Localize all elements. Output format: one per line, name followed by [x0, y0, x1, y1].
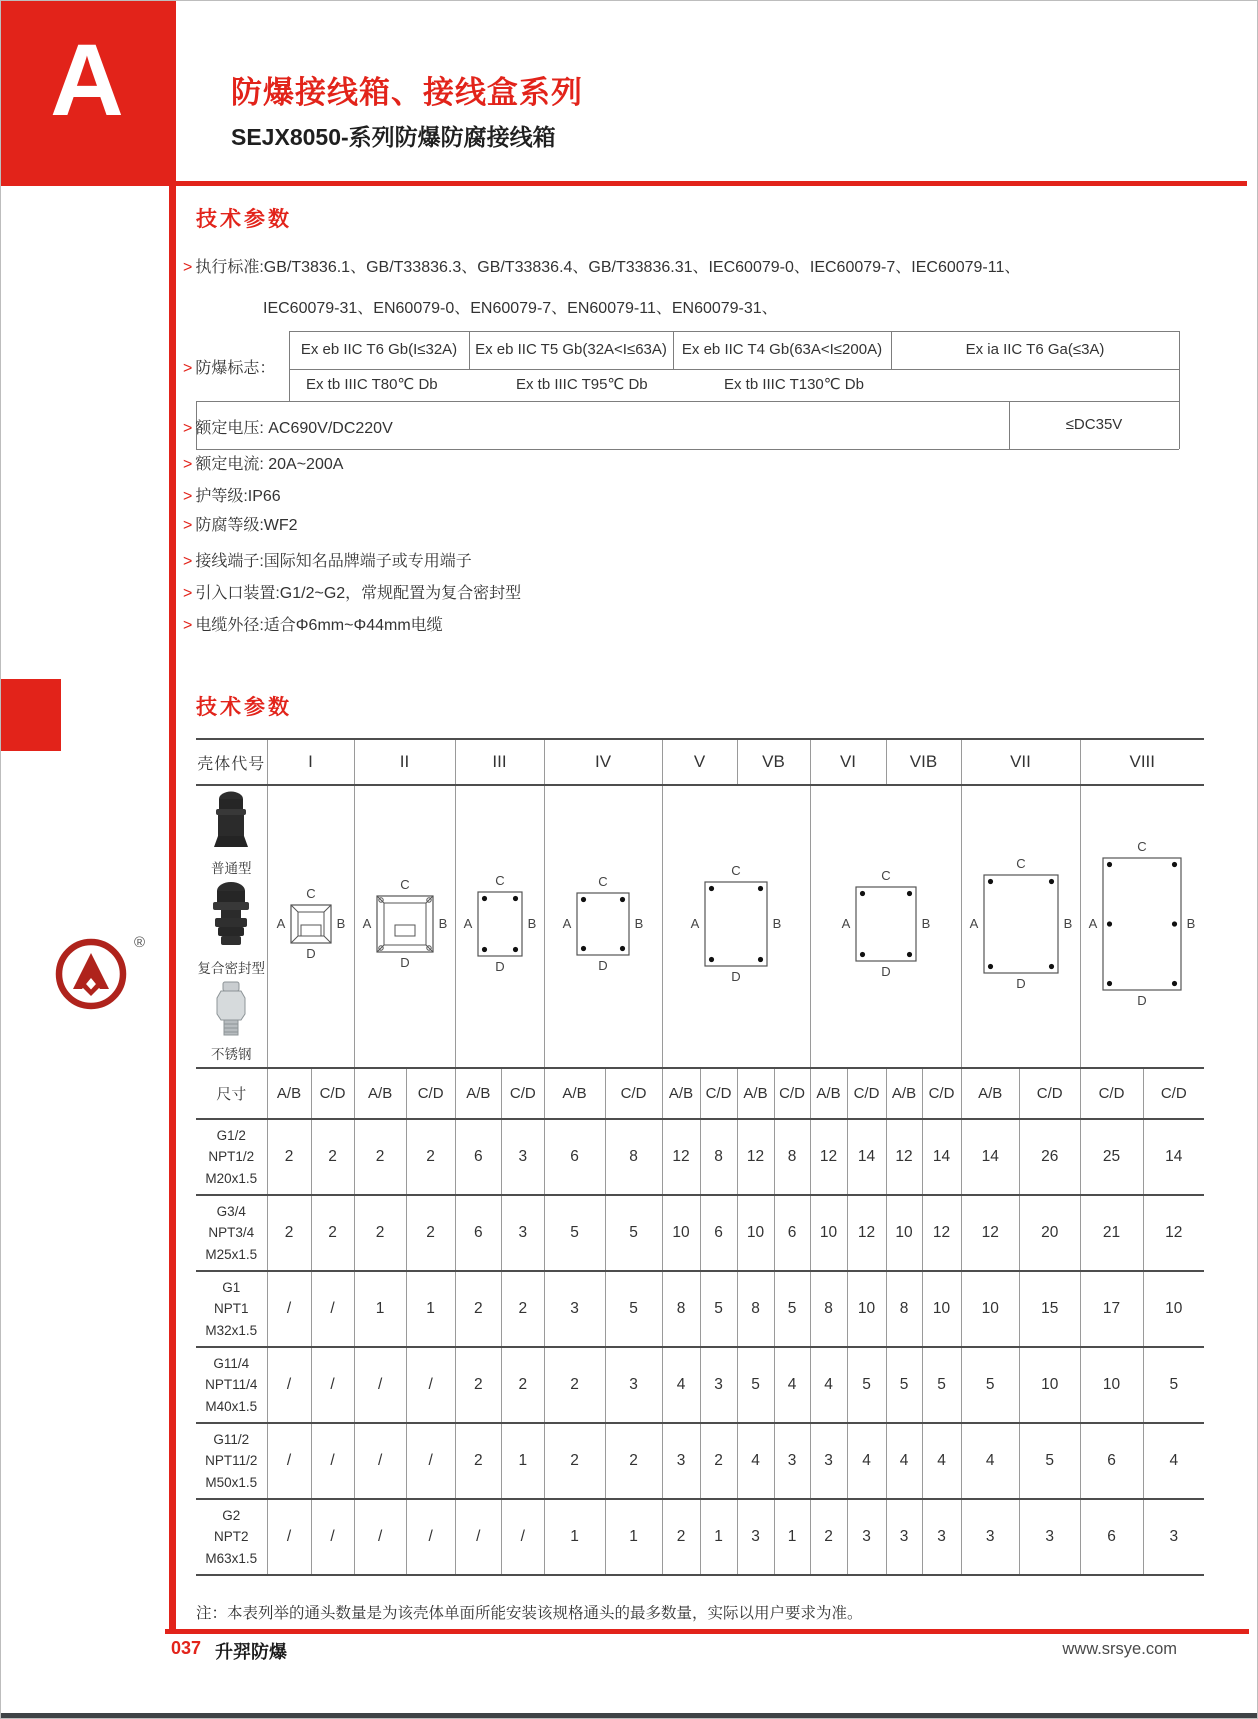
standards-label: 执行标准: [195, 259, 264, 276]
spec-item-text: 引入口装置:G1/2~G2，常规配置为复合密封型 [195, 585, 522, 602]
qty-cell: 4 [737, 1423, 774, 1499]
product-type-label: 普通型 [211, 861, 252, 876]
qty-cell: 4 [922, 1423, 961, 1499]
qty-cell: 21 [1080, 1195, 1143, 1271]
svg-text:D: D [399, 955, 410, 970]
qty-cell: 10 [961, 1271, 1019, 1347]
dim-header-cell: A/B [961, 1068, 1019, 1119]
page-bottom-strip [1, 1713, 1258, 1719]
shell-header-III: III [455, 739, 544, 785]
qty-cell: 4 [1143, 1423, 1204, 1499]
qty-cell: 5 [922, 1347, 961, 1423]
qty-cell: 4 [847, 1423, 886, 1499]
qty-cell: / [311, 1271, 354, 1347]
qty-cell: 2 [455, 1347, 502, 1423]
dim-header-cell: A/B [544, 1068, 605, 1119]
thread-spec-line: M25x1.5 [205, 1246, 258, 1262]
shell-header-I: I [267, 739, 354, 785]
cable-gland-steel-icon [211, 980, 251, 1038]
spec-item [183, 580, 521, 603]
box-top-view-VIII [1081, 838, 1203, 1010]
cable-gland-composite-icon [208, 880, 254, 952]
spec-item [183, 451, 343, 474]
qty-cell: / [311, 1423, 354, 1499]
spec-item [183, 548, 472, 571]
product-type-label: 不锈钢 [211, 1047, 252, 1062]
shell-header-VI: VI [810, 739, 886, 785]
qty-cell: 1 [544, 1499, 605, 1575]
spec-item-text: 额定电流: 20A~200A [195, 456, 344, 473]
qty-cell: 8 [605, 1119, 662, 1195]
qty-cell: 12 [737, 1119, 774, 1195]
box-top-view-IV [555, 873, 651, 975]
qty-cell: 14 [922, 1119, 961, 1195]
diagram-cell-VIII [1080, 785, 1204, 1068]
shell-header-V: V [662, 739, 737, 785]
qty-cell: 5 [774, 1271, 810, 1347]
spec-item-text: 护等级:IP66 [195, 488, 281, 505]
qty-cell: 2 [502, 1271, 544, 1347]
qty-cell: 6 [774, 1195, 810, 1271]
standards-line [183, 254, 1020, 277]
qty-cell: 26 [1019, 1119, 1080, 1195]
dim-header-cell: C/D [1019, 1068, 1080, 1119]
qty-cell: 8 [810, 1271, 847, 1347]
standards-text-1: GB/T3836.1、GB/T33836.3、GB/T33836.4、GB/T33836.31、IEC60079-0、IEC60079-7、IEC60079-11、 [263, 259, 1021, 276]
qty-cell: 1 [605, 1499, 662, 1575]
vertical-red-rule [169, 1, 176, 1634]
qty-cell: 2 [700, 1423, 737, 1499]
qty-cell: 3 [1143, 1499, 1204, 1575]
thread-spec-line: G11/4 [213, 1355, 250, 1371]
qty-cell: 3 [1019, 1499, 1080, 1575]
svg-text:A: A [562, 916, 572, 931]
shell-header-VB: VB [737, 739, 810, 785]
qty-cell: 5 [737, 1347, 774, 1423]
qty-cell: 3 [502, 1119, 544, 1195]
qty-cell: 1 [774, 1499, 810, 1575]
qty-cell: 3 [737, 1499, 774, 1575]
qty-cell: 17 [1080, 1271, 1143, 1347]
diagram-cell-I [267, 785, 354, 1068]
qty-cell: 10 [1143, 1271, 1204, 1347]
qty-cell: 14 [847, 1119, 886, 1195]
footer-website: www.srsye.com [1062, 1640, 1177, 1658]
qty-cell: / [267, 1347, 311, 1423]
box-top-view-VI/VIB [834, 867, 938, 981]
qty-cell: 10 [1019, 1347, 1080, 1423]
dim-header-cell: A/B [662, 1068, 700, 1119]
dim-header-cell: C/D [1080, 1068, 1143, 1119]
qty-cell: / [406, 1423, 455, 1499]
bullet-icon: > [183, 617, 193, 634]
box-top-view-III [456, 872, 544, 976]
qty-cell: / [354, 1499, 406, 1575]
qty-cell: 12 [662, 1119, 700, 1195]
dim-header-cell: C/D [774, 1068, 810, 1119]
svg-text:D: D [305, 946, 316, 961]
dim-header-cell: C/D [847, 1068, 886, 1119]
diagram-cell-VI/VIB [810, 785, 961, 1068]
svg-text:B: B [1186, 916, 1196, 931]
thread-spec-line: M20x1.5 [205, 1170, 258, 1186]
qty-cell: 3 [700, 1347, 737, 1423]
product-figure [198, 880, 266, 977]
cable-gland-black-icon [209, 790, 253, 852]
thread-spec-cell [196, 1499, 267, 1575]
thread-spec-line: NPT2 [213, 1529, 249, 1545]
qty-cell: / [267, 1271, 311, 1347]
shell-table [196, 738, 1204, 1576]
svg-text:C: C [399, 877, 410, 892]
qty-cell: 2 [406, 1195, 455, 1271]
qty-cell: / [406, 1347, 455, 1423]
spec-item-text: 电缆外径:适合Φ6mm~Φ44mm电缆 [195, 617, 443, 634]
dim-header-cell: A/B [267, 1068, 311, 1119]
qty-cell: / [311, 1347, 354, 1423]
svg-text:A: A [841, 916, 850, 931]
footer-page-number: 037 [171, 1638, 202, 1658]
qty-cell: 4 [810, 1347, 847, 1423]
diagram-cell-VII [961, 785, 1080, 1068]
diagram-cell-IV [544, 785, 662, 1068]
voltage-text: 额定电压: AC690V/DC220V [195, 420, 393, 437]
svg-text:A: A [690, 916, 700, 931]
qty-cell: 8 [774, 1119, 810, 1195]
ex-mark-cell: Ex tb IIIC T80℃ Db [306, 376, 438, 393]
shell-header-VIB: VIB [886, 739, 961, 785]
ex-mark-cell: Ex tb IIIC T130℃ Db [724, 376, 864, 393]
qty-cell: 8 [662, 1271, 700, 1347]
qty-cell: 10 [662, 1195, 700, 1271]
section-heading-shell-table: 技术参数 [196, 696, 292, 719]
thread-spec-line: NPT11/4 [205, 1377, 258, 1393]
bullet-icon: > [183, 488, 193, 505]
qty-cell: 2 [311, 1195, 354, 1271]
qty-cell: 5 [544, 1195, 605, 1271]
qty-cell: 6 [1080, 1423, 1143, 1499]
thread-spec-cell [196, 1119, 267, 1195]
shell-header-IV: IV [544, 739, 662, 785]
svg-text:C: C [1137, 839, 1147, 854]
spec-item [183, 612, 443, 635]
logo-v-icon [79, 984, 103, 996]
qty-cell: 5 [700, 1271, 737, 1347]
svg-text:D: D [731, 969, 741, 984]
qty-cell: / [502, 1499, 544, 1575]
box-top-view-VII [962, 855, 1080, 993]
qty-cell: 3 [544, 1271, 605, 1347]
qty-cell: 3 [774, 1423, 810, 1499]
thread-spec-cell [196, 1423, 267, 1499]
ex-table-line [196, 449, 1179, 450]
logo-mountain-icon [73, 953, 109, 989]
qty-cell: 1 [700, 1499, 737, 1575]
dim-header-cell: C/D [502, 1068, 544, 1119]
spec-item [183, 512, 298, 535]
qty-cell: 2 [662, 1499, 700, 1575]
qty-cell: 4 [662, 1347, 700, 1423]
qty-cell: 10 [1080, 1347, 1143, 1423]
svg-text:D: D [1015, 976, 1026, 991]
qty-cell: 8 [886, 1271, 922, 1347]
diagram-cell-II [354, 785, 455, 1068]
qty-cell: 2 [455, 1271, 502, 1347]
qty-cell: 14 [961, 1119, 1019, 1195]
voltage-line [183, 415, 393, 438]
spec-item-text: 接线端子:国际知名品牌端子或专用端子 [195, 553, 472, 570]
qty-cell: / [354, 1347, 406, 1423]
svg-text:A: A [969, 916, 978, 931]
bullet-icon: > [183, 585, 193, 602]
ex-mark-cell: Ex eb IIC T6 Gb(I≤32A) [300, 341, 458, 358]
table-row [196, 1423, 1204, 1499]
qty-cell: 2 [502, 1347, 544, 1423]
footer-red-rule [165, 1629, 1249, 1634]
thread-spec-line: M63x1.5 [205, 1550, 258, 1566]
qty-cell: 25 [1080, 1119, 1143, 1195]
margin-red-square [1, 679, 61, 751]
ex-table-line [1179, 331, 1180, 449]
svg-text:B: B [1063, 916, 1072, 931]
table-row [196, 1499, 1204, 1575]
qty-cell: 6 [455, 1195, 502, 1271]
qty-cell: 2 [267, 1119, 311, 1195]
diagram-cell-III [455, 785, 544, 1068]
table-row [196, 1271, 1204, 1347]
product-types-cell [196, 785, 267, 1068]
qty-cell: 12 [886, 1119, 922, 1195]
svg-text:B: B [634, 916, 644, 931]
qty-cell: 20 [1019, 1195, 1080, 1271]
qty-cell: / [267, 1423, 311, 1499]
bullet-icon: > [183, 553, 193, 570]
dim-header-cell: C/D [406, 1068, 455, 1119]
table-row [196, 1347, 1204, 1423]
qty-cell: 3 [810, 1423, 847, 1499]
thread-spec-line: G11/2 [213, 1431, 250, 1447]
thread-spec-line: G2 [222, 1507, 241, 1523]
qty-cell: 1 [406, 1271, 455, 1347]
thread-spec-line: NPT1/2 [208, 1149, 255, 1165]
qty-cell: 5 [886, 1347, 922, 1423]
qty-cell: 2 [544, 1423, 605, 1499]
ex-mark-cell: Ex ia IIC T6 Ga(≤3A) [965, 341, 1105, 358]
thread-spec-line: M40x1.5 [205, 1398, 258, 1414]
qty-cell: 6 [455, 1119, 502, 1195]
qty-cell: 4 [774, 1347, 810, 1423]
brand-logo [46, 929, 154, 1024]
svg-text:A: A [463, 916, 472, 931]
product-figure [211, 980, 252, 1063]
dim-header-cell: C/D [922, 1068, 961, 1119]
qty-cell: 1 [502, 1423, 544, 1499]
svg-text:B: B [772, 916, 782, 931]
qty-cell: 1 [354, 1271, 406, 1347]
table-row [196, 1195, 1204, 1271]
box-top-view-II [355, 876, 455, 972]
qty-cell: / [311, 1499, 354, 1575]
qty-cell: 2 [354, 1119, 406, 1195]
header-red-rule [1, 181, 1247, 186]
qty-cell: 8 [700, 1119, 737, 1195]
qty-cell: 3 [605, 1347, 662, 1423]
svg-text:C: C [494, 873, 505, 888]
qty-cell: 10 [737, 1195, 774, 1271]
dim-header-cell: C/D [700, 1068, 737, 1119]
product-figure [209, 790, 253, 877]
svg-text:A: A [1088, 916, 1098, 931]
dim-header-cell: A/B [886, 1068, 922, 1119]
shell-header-II: II [354, 739, 455, 785]
svg-text:C: C [305, 886, 316, 901]
qty-cell: 2 [810, 1499, 847, 1575]
qty-cell: 5 [1019, 1423, 1080, 1499]
qty-cell: 10 [886, 1195, 922, 1271]
qty-cell: 12 [1143, 1195, 1204, 1271]
qty-cell: 5 [961, 1347, 1019, 1423]
box-top-view-I [269, 885, 353, 963]
bullet-icon: > [183, 420, 193, 437]
footer-brand: 升羿防爆 [215, 1642, 287, 1662]
qty-cell: 5 [605, 1271, 662, 1347]
ex-mark-cell: Ex eb IIC T4 Gb(63A<I≤200A) [681, 341, 883, 358]
thread-spec-line: M32x1.5 [205, 1322, 258, 1338]
thread-spec-line: G1/2 [216, 1127, 246, 1143]
bullet-icon: > [183, 360, 193, 377]
qty-cell: 4 [886, 1423, 922, 1499]
qty-cell: 10 [847, 1271, 886, 1347]
thread-spec-line: G3/4 [216, 1203, 246, 1219]
ex-mark-label: 防爆标志： [195, 360, 276, 377]
qty-cell: 6 [1080, 1499, 1143, 1575]
shell-header-VII: VII [961, 739, 1080, 785]
standards-line-2: IEC60079-31、EN60079-0、EN60079-7、EN60079-11、EN60079-31、 [263, 300, 778, 317]
qty-cell: 2 [605, 1423, 662, 1499]
qty-cell: 3 [961, 1499, 1019, 1575]
svg-text:B: B [527, 916, 536, 931]
diagram-cell-V/VB [662, 785, 810, 1068]
qty-cell: 10 [922, 1271, 961, 1347]
table-note: 注：本表列举的通头数量是为该壳体单面所能安装该规格通头的最多数量，实际以用户要求为准。 [196, 1605, 863, 1622]
registered-mark: ® [134, 934, 146, 951]
svg-text:D: D [494, 959, 505, 974]
qty-cell: 2 [311, 1119, 354, 1195]
dim-header-cell: A/B [737, 1068, 774, 1119]
spec-item-text: 防腐等级:WF2 [195, 517, 298, 534]
thread-spec-cell [196, 1195, 267, 1271]
svg-text:D: D [880, 964, 891, 979]
qty-cell: 4 [961, 1423, 1019, 1499]
thread-spec-cell [196, 1271, 267, 1347]
qty-cell: 5 [1143, 1347, 1204, 1423]
qty-cell: / [406, 1499, 455, 1575]
svg-text:D: D [1137, 993, 1147, 1008]
svg-text:C: C [731, 863, 741, 878]
qty-cell: 10 [810, 1195, 847, 1271]
shell-header-VIII: VIII [1080, 739, 1204, 785]
section-letter: A [50, 23, 124, 137]
dim-header-cell: A/B [455, 1068, 502, 1119]
qty-cell: 12 [810, 1119, 847, 1195]
svg-text:A: A [362, 916, 371, 931]
dim-header-cell: A/B [354, 1068, 406, 1119]
dim-header-cell: C/D [1143, 1068, 1204, 1119]
page-subtitle: SEJX8050-系列防爆防腐接线箱 [231, 124, 556, 150]
svg-text:D: D [598, 958, 608, 973]
qty-cell: 15 [1019, 1271, 1080, 1347]
bullet-icon: > [183, 259, 193, 276]
ex-mark-cell: Ex eb IIC T5 Gb(32A<I≤63A) [475, 341, 667, 358]
section-heading-tech-params: 技术参数 [196, 208, 292, 231]
qty-cell: 2 [544, 1347, 605, 1423]
thread-spec-line: G1 [222, 1279, 241, 1295]
table-row [196, 1119, 1204, 1195]
svg-text:A: A [276, 916, 285, 931]
dim-header-cell: C/D [605, 1068, 662, 1119]
qty-cell: 5 [605, 1195, 662, 1271]
qty-cell: 14 [1143, 1119, 1204, 1195]
qty-cell: / [354, 1423, 406, 1499]
thread-spec-line: M50x1.5 [205, 1474, 258, 1490]
thread-spec-line: NPT3/4 [208, 1225, 255, 1241]
qty-cell: 6 [700, 1195, 737, 1271]
svg-text:B: B [438, 916, 447, 931]
page-title: 防爆接线箱、接线盒系列 [231, 75, 583, 110]
qty-cell: 6 [544, 1119, 605, 1195]
shell-spec-table [196, 738, 1204, 1576]
ex-mark-label-line [183, 355, 275, 378]
thread-spec-cell [196, 1347, 267, 1423]
qty-cell: 5 [847, 1347, 886, 1423]
qty-cell: 3 [922, 1499, 961, 1575]
qty-cell: / [455, 1499, 502, 1575]
voltage-aux-cell: ≤DC35V [1065, 416, 1123, 433]
qty-cell: 12 [922, 1195, 961, 1271]
shell-code-header: 壳体代号 [196, 739, 267, 785]
svg-text:B: B [921, 916, 930, 931]
qty-cell: 2 [354, 1195, 406, 1271]
svg-text:C: C [1015, 856, 1026, 871]
spec-item [183, 483, 281, 506]
qty-cell: 2 [267, 1195, 311, 1271]
bullet-icon: > [183, 517, 193, 534]
dim-label-cell: 尺寸 [196, 1068, 267, 1119]
qty-cell: 12 [847, 1195, 886, 1271]
qty-cell: 12 [961, 1195, 1019, 1271]
qty-cell: 2 [406, 1119, 455, 1195]
product-type-label: 复合密封型 [197, 961, 265, 976]
svg-text:B: B [336, 916, 345, 931]
qty-cell: / [267, 1499, 311, 1575]
qty-cell: 3 [847, 1499, 886, 1575]
bullet-icon: > [183, 456, 193, 473]
qty-cell: 3 [886, 1499, 922, 1575]
qty-cell: 3 [502, 1195, 544, 1271]
qty-cell: 3 [662, 1423, 700, 1499]
thread-spec-line: NPT1 [213, 1301, 249, 1317]
thread-spec-line: NPT11/2 [205, 1453, 258, 1469]
qty-cell: 8 [737, 1271, 774, 1347]
qty-cell: 2 [455, 1423, 502, 1499]
box-top-view-V/VB [683, 862, 789, 986]
dim-header-cell: A/B [810, 1068, 847, 1119]
dim-header-cell: C/D [311, 1068, 354, 1119]
svg-text:C: C [880, 868, 891, 883]
ex-mark-cell: Ex tb IIIC T95℃ Db [516, 376, 648, 393]
svg-text:C: C [598, 874, 608, 889]
